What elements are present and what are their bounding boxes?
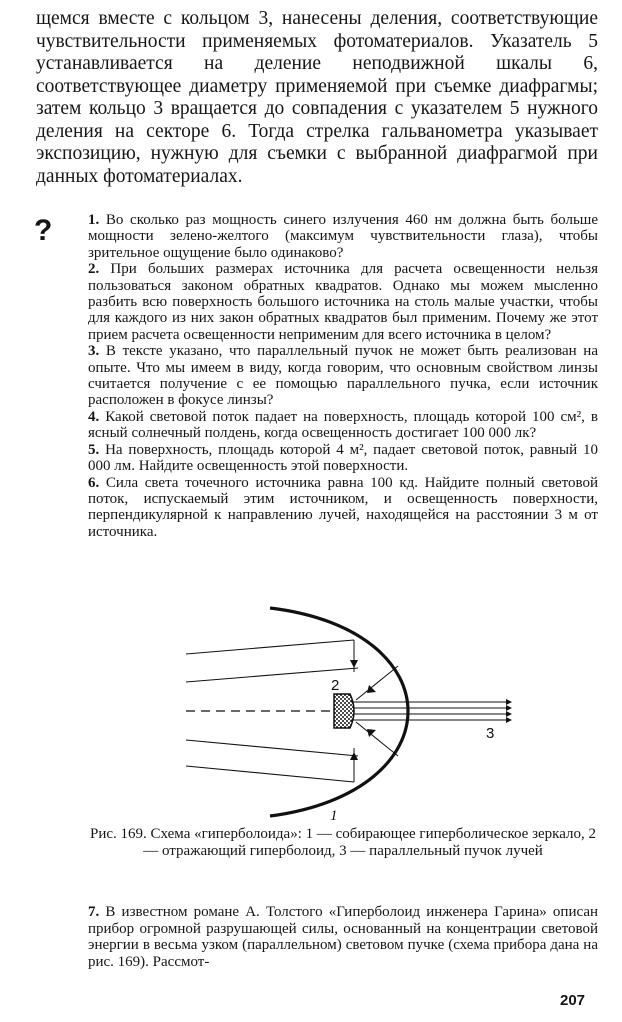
question-number: 6. — [88, 474, 100, 491]
incoming-ray — [186, 740, 358, 756]
reflected-ray — [356, 666, 398, 700]
question-3 — [88, 343, 598, 409]
question-number: 5. — [88, 441, 100, 458]
arrowhead — [506, 699, 512, 705]
question-number: 4. — [88, 408, 100, 425]
reflecting-hyperboloid — [334, 694, 354, 728]
question-text: На поверхность, площадь которой 4 м², падает световой поток, равный 10 000 лм. Найдите освещенность этой поверхности. — [88, 441, 598, 475]
question-2 — [88, 261, 598, 343]
question-1 — [88, 212, 598, 261]
arrowhead — [367, 729, 376, 737]
question-text: При больших размерах источника для расчета освещенности нельзя пользоваться законом обратных квадратов. Однако мы можем мысленно разбить всю поверхность большого источника на столь малые участки, чтобы для каждого из них закон обратных квадратов был применим. Почему же этот прием расчета освещенности неприменим для всего источника в целом? — [88, 261, 598, 343]
reflected-ray — [356, 722, 398, 756]
arrowhead — [350, 660, 358, 668]
question-number: 2. — [88, 261, 100, 278]
question-mark-icon: ? — [34, 214, 53, 247]
incoming-ray — [186, 640, 354, 654]
page-number: 207 — [560, 992, 586, 1009]
question-text: Во сколько раз мощность синего излучения 460 нм должна быть больше мощности зелено-желтого (максимум чувствительности глаза), чтобы зрительное ощущение было одинаково? — [88, 212, 598, 261]
intro-paragraph — [36, 8, 598, 188]
question-number: 7. — [88, 904, 100, 920]
question-text: В известном романе А. Толстого «Гиперболоид инженера Гарина» описан прибор огромной разрушающей силы, основанный на концентрации световой энергии в весьма узком (параллельном) световом пучке (схема прибора дана на рис. 169). Рассмот- — [88, 904, 599, 970]
incoming-ray — [186, 766, 354, 782]
figure-caption: Рис. 169. Схема «гиперболоида»: 1 — собирающее гиперболическое зеркало, 2 — отражающий гиперболоид, 3 — параллельный пучок лучей — [89, 826, 596, 859]
question-4 — [88, 409, 598, 442]
label-beam: 3 — [486, 725, 495, 742]
question-number: 3. — [88, 343, 100, 360]
question-text: Сила света точечного источника равна 100 кд. Найдите полный световой поток, испускаемый этим источником, и освещенность поверхности, перпендикулярной к направлению лучей, находящейся на расстоянии 3 м от источника. — [88, 474, 599, 540]
hyperboloid-diagram — [186, 600, 530, 824]
arrowhead — [367, 685, 376, 693]
label-reflector: 2 — [331, 677, 340, 694]
question-6 — [88, 475, 598, 541]
arrowhead — [506, 705, 512, 711]
question-5 — [88, 442, 598, 475]
intro-text: щемся вместе с кольцом 3, нанесены деления, соответствующие чувствительности применяемых фотоматериалов. Указатель 5 устанавливается на деление неподвижной шкалы 6, соответствующее диаметру применяемой при съемке диафрагмы; затем кольцо 3 вращается до совпадения с указателем 5 нужного деления на секторе 6. Тогда стрелка гальванометра указывает экспозицию, нужную для съемки с выбранной диафрагмой при данных фотоматериалах. — [36, 8, 598, 187]
questions-list — [88, 212, 598, 540]
question-text: В тексте указано, что параллельный пучок не может быть реализован на опыте. Что мы имеем в виду, когда говорим, что основным свойством линзы считается получение с ее помощью параллельного пучка, если источник расположен в фокусе линзы? — [88, 343, 598, 409]
arrowhead — [506, 717, 512, 723]
question-text: Какой световой поток падает на поверхность, площадь которой 100 см², в ясный солнечный полдень, когда освещенность достигает 100 000 лк? — [88, 408, 599, 442]
label-mirror: 1 — [330, 808, 338, 824]
arrowhead — [506, 711, 512, 717]
question-7 — [88, 904, 598, 970]
question-number: 1. — [88, 212, 100, 228]
